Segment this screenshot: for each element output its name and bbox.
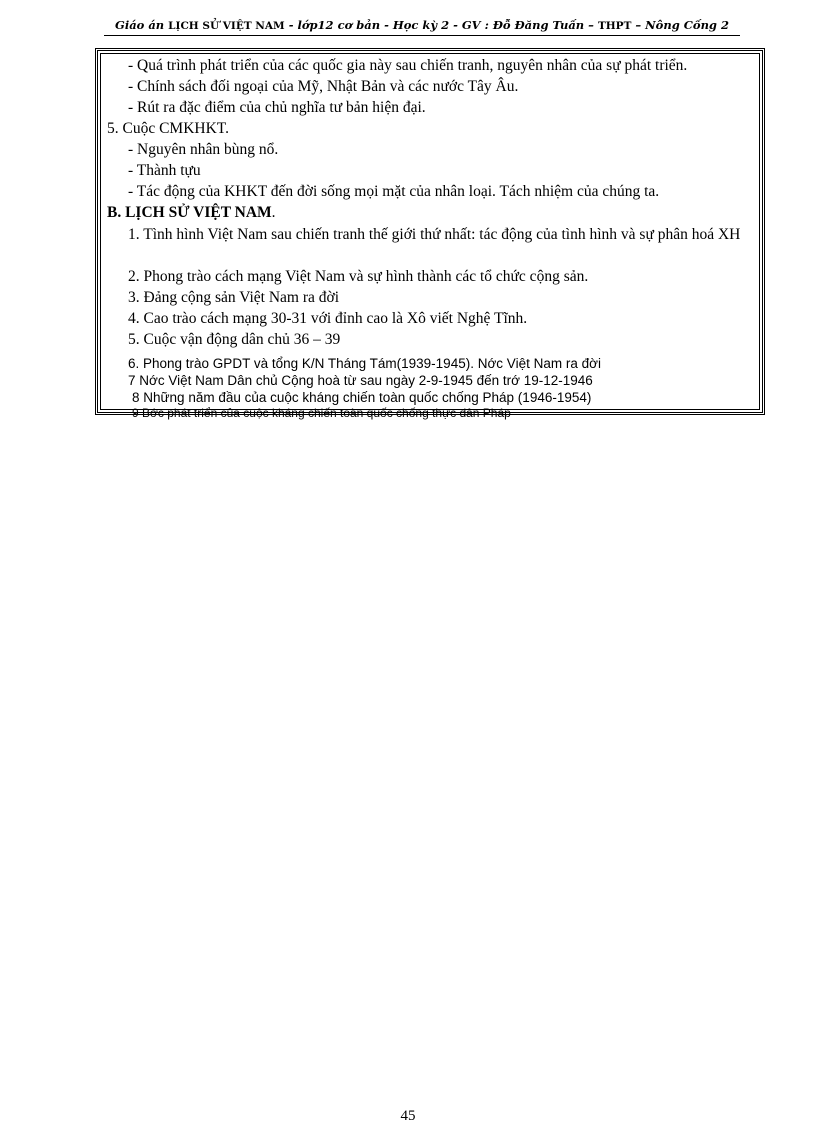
content-box [95, 48, 765, 420]
section-b-item-8: 8 Những năm đầu của cuộc kháng chiến toàn quốc chống Pháp (1946-1954) [132, 390, 592, 405]
section-b-item-2: 2. Phong trào cách mạng Việt Nam và sự hình thành các tổ chức cộng sản. [128, 268, 589, 285]
section-b-item-4: 4. Cao trào cách mạng 30-31 với đỉnh cao là Xô viết Nghệ Tĩnh. [128, 310, 528, 327]
section-b-title: B. LỊCH SỬ VIỆT NAM [107, 204, 272, 221]
content-box-inner [100, 53, 760, 420]
section-b-heading [107, 203, 276, 223]
content-line-6: - Thành tựu [128, 162, 201, 179]
header-subject: LỊCH SỬ VIỆT NAM [168, 20, 285, 32]
section-b-item-9: 9 Bớc phát triển của cuộc kháng chiến toàn quốc chống thực dân Pháp [132, 406, 511, 420]
section-5-heading: 5. Cuộc CMKHKT. [107, 120, 229, 137]
section-b-item-6: 6. Phong trào GPDT và tổng K/N Tháng Tám(1939-1945). Nớc Việt Nam ra đời [128, 356, 601, 371]
content-line-5: - Nguyên nhân bùng nổ. [128, 141, 279, 158]
section-b-item-7: 7 Nớc Việt Nam Dân chủ Cộng hoà từ sau ngày 2-9-1945 đến trớ 19-12-1946 [128, 373, 593, 388]
section-b-item-5: 5. Cuộc vận động dân chủ 36 – 39 [128, 331, 341, 348]
page-number: 45 [400, 1108, 416, 1124]
header-location: – Nông Cống 2 [635, 18, 729, 32]
content-line-1: - Quá trình phát triển của các quốc gia này sau chiến tranh, nguyên nhân của sự phát triển. [128, 57, 688, 74]
section-b-dot: . [271, 204, 276, 221]
header-grade-teacher: - lớp12 cơ bản - Học kỳ 2 - GV : Đỗ Đăng Tuấn – [288, 18, 594, 32]
content-line-7: - Tác động của KHKT đến đời sống mọi mặt của nhân loại. Tách nhiệm của chúng ta. [128, 183, 660, 200]
section-b-item-3: 3. Đảng cộng sản Việt Nam ra đời [128, 289, 340, 306]
content-line-3: - Rút ra đặc điểm của chủ nghĩa tư bản hiện đại. [128, 99, 426, 116]
content-line-2: - Chính sách đối ngoại của Mỹ, Nhật Bản và các nước Tây Âu. [128, 78, 519, 95]
section-b-item-1: 1. Tình hình Việt Nam sau chiến tranh thế giới thứ nhất: tác động của tình hình và sự phân hoá XH [128, 226, 741, 243]
header-prefix: Giáo án [115, 18, 165, 32]
header-school: THPT [597, 20, 632, 32]
running-header [104, 17, 740, 36]
